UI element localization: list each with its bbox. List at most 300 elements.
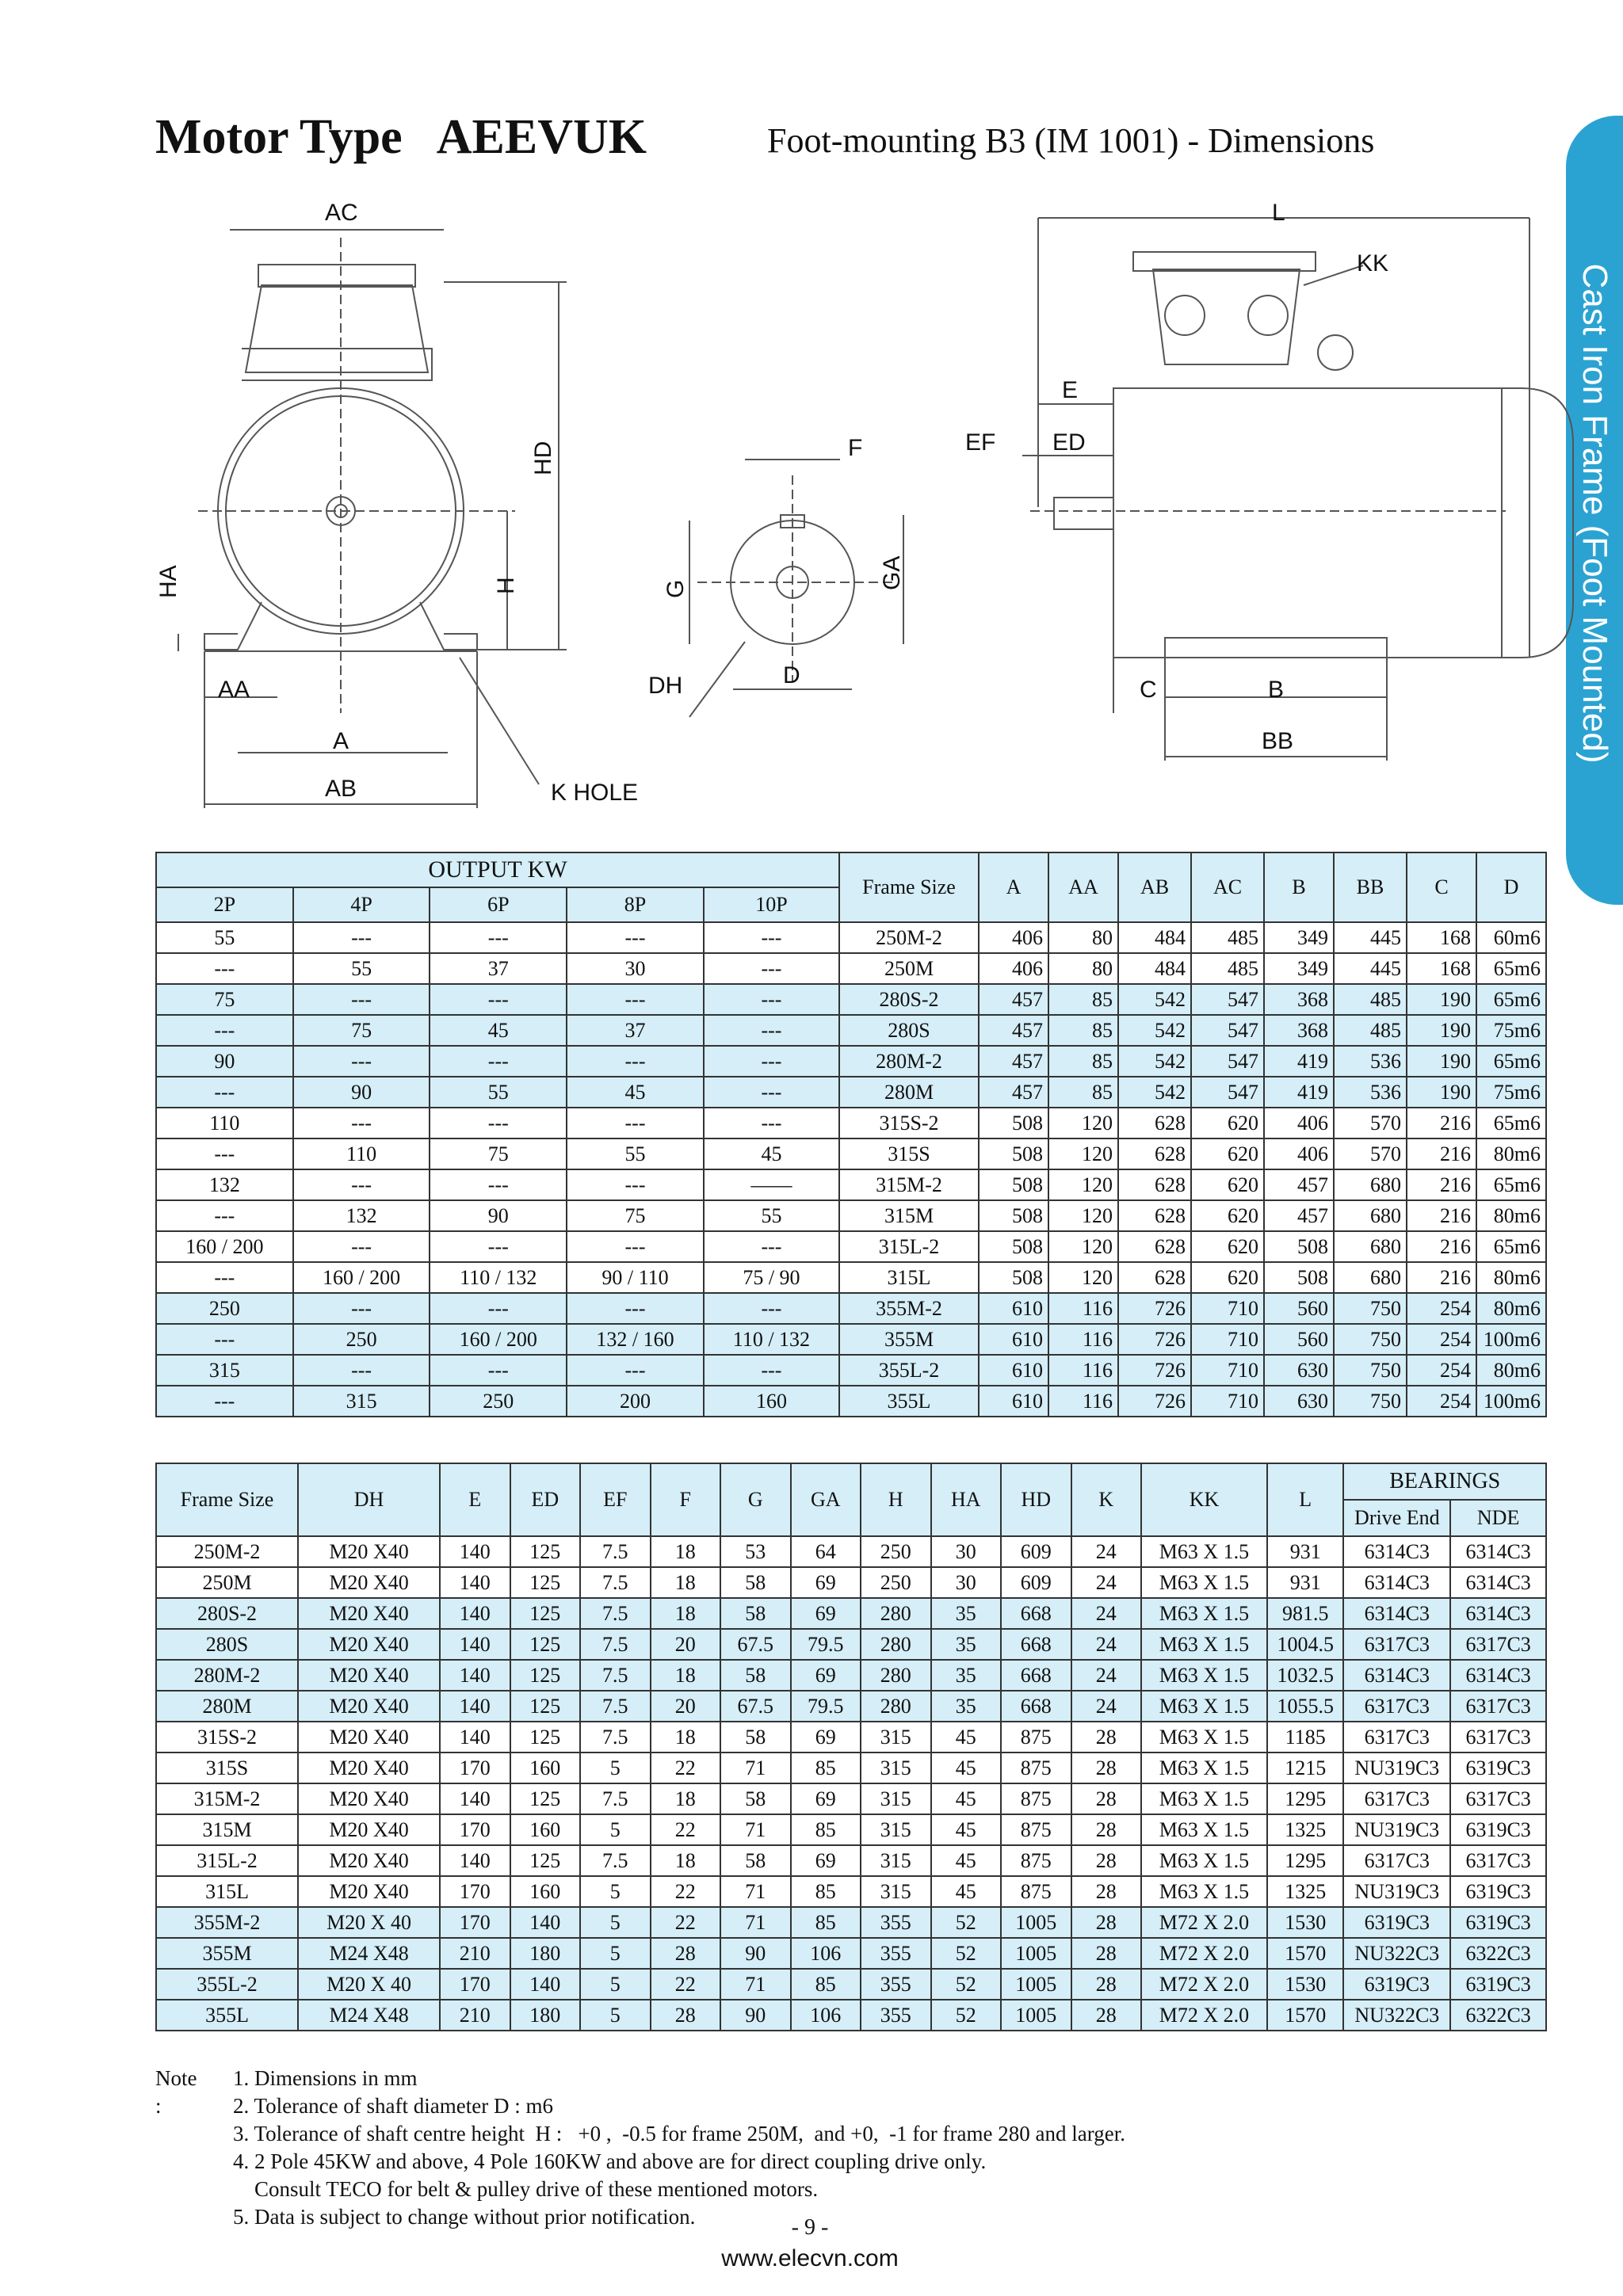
table-cell: 180 [510, 2000, 581, 2031]
table-cell: 668 [1001, 1660, 1071, 1691]
table-cell: 22 [651, 1907, 721, 1938]
col-e-header: E [440, 1463, 510, 1536]
table-cell: M24 X48 [298, 2000, 440, 2031]
table-cell: 140 [440, 1629, 510, 1660]
table-cell: 710 [1191, 1386, 1264, 1417]
table-cell: 6319C3 [1450, 1814, 1546, 1845]
label-k-hole: K HOLE [551, 780, 639, 806]
table-cell: M63 X 1.5 [1141, 1845, 1267, 1876]
table-cell: 85 [791, 1753, 861, 1783]
table-cell: 7.5 [580, 1567, 651, 1598]
table-cell: 28 [1071, 1753, 1142, 1783]
table-cell: --- [567, 922, 704, 953]
table-cell: 250 [861, 1567, 931, 1598]
table-cell: 508 [1264, 1262, 1334, 1293]
table-cell: 85 [1048, 1077, 1118, 1108]
table-cell: 55 [430, 1077, 567, 1108]
table-cell: 536 [1334, 1077, 1407, 1108]
table-cell: 85 [1048, 984, 1118, 1015]
table-cell: 75m6 [1476, 1015, 1546, 1046]
table-cell: 7.5 [580, 1629, 651, 1660]
table-cell: 315M-2 [839, 1169, 979, 1200]
table-cell: 45 [931, 1876, 1002, 1907]
pole-10p-header: 10P [704, 887, 839, 922]
table-cell: 200 [567, 1386, 704, 1417]
col-ha-header: HA [931, 1463, 1002, 1536]
table-cell: 120 [1048, 1108, 1118, 1138]
table-cell: 445 [1334, 922, 1407, 953]
table-row [156, 1355, 1546, 1386]
table-cell: 1530 [1267, 1907, 1344, 1938]
table-cell: 315 [861, 1876, 931, 1907]
pole-2p-header: 2P [156, 887, 293, 922]
table-row [156, 1598, 1546, 1629]
table-cell: M20 X 40 [298, 1907, 440, 1938]
col-b-header: B [1264, 852, 1334, 922]
table-cell: --- [156, 1077, 293, 1108]
table-cell: 71 [720, 1876, 791, 1907]
table-cell: 355M [839, 1324, 979, 1355]
table-cell: 6314C3 [1343, 1536, 1450, 1567]
table-cell: 22 [651, 1814, 721, 1845]
table-cell: 125 [510, 1783, 581, 1814]
table-cell: 315S [156, 1753, 298, 1783]
table-cell: M20 X40 [298, 1567, 440, 1598]
table-cell: M63 X 1.5 [1141, 1691, 1267, 1722]
table-cell: --- [293, 1108, 430, 1138]
table-cell: 7.5 [580, 1598, 651, 1629]
label-l: L [1272, 200, 1285, 226]
table-cell: 484 [1118, 922, 1191, 953]
col-ed-header: ED [510, 1463, 581, 1536]
table-cell: 80m6 [1476, 1138, 1546, 1169]
table-cell: --- [293, 1231, 430, 1262]
table-row [156, 1938, 1546, 1969]
table-cell: 710 [1191, 1293, 1264, 1324]
table-cell: 110 / 132 [430, 1262, 567, 1293]
table-cell: 6317C3 [1450, 1845, 1546, 1876]
table-cell: 65m6 [1476, 1108, 1546, 1138]
table-cell: 75 [567, 1200, 704, 1231]
table-cell: 349 [1264, 953, 1334, 984]
table-cell: 69 [791, 1783, 861, 1814]
table-row [156, 1536, 1546, 1567]
table-cell: 280S [156, 1629, 298, 1660]
table-cell: 170 [440, 1753, 510, 1783]
table-row [156, 1722, 1546, 1753]
table-cell: 457 [979, 984, 1048, 1015]
table-cell: 508 [979, 1108, 1048, 1138]
table-cell: --- [430, 1293, 567, 1324]
table-cell: 5 [580, 1969, 651, 2000]
table-cell: 80m6 [1476, 1200, 1546, 1231]
table-cell: --- [156, 1262, 293, 1293]
table-row [156, 1876, 1546, 1907]
table-cell: 20 [651, 1691, 721, 1722]
table-cell: 85 [791, 1876, 861, 1907]
table-cell: 125 [510, 1845, 581, 1876]
table-cell: 160 / 200 [293, 1262, 430, 1293]
table-row [156, 1691, 1546, 1722]
table-cell: 628 [1118, 1169, 1191, 1200]
table-cell: 79.5 [791, 1629, 861, 1660]
pole-4p-header: 4P [293, 887, 430, 922]
table-cell: 5 [580, 1907, 651, 1938]
output-dimensions-table [155, 852, 1547, 1417]
table-cell: 140 [440, 1567, 510, 1598]
table-cell: 71 [720, 1814, 791, 1845]
table-cell: --- [704, 1355, 839, 1386]
table-cell: 484 [1118, 953, 1191, 984]
table-cell: NU322C3 [1343, 2000, 1450, 2031]
table-cell: 24 [1071, 1567, 1142, 1598]
table-cell: 6314C3 [1450, 1536, 1546, 1567]
table-cell: 1005 [1001, 1907, 1071, 1938]
table-cell: 190 [1407, 1015, 1476, 1046]
table-cell: 610 [979, 1386, 1048, 1417]
table-cell: --- [293, 1169, 430, 1200]
table-row [156, 1231, 1546, 1262]
table-cell: 37 [430, 953, 567, 984]
table-cell: 28 [1071, 1876, 1142, 1907]
table-cell: 69 [791, 1567, 861, 1598]
table-cell: 90 [293, 1077, 430, 1108]
col-k-header: K [1071, 1463, 1142, 1536]
table-cell: 58 [720, 1567, 791, 1598]
table-cell: 355 [861, 2000, 931, 2031]
table-cell: 170 [440, 1814, 510, 1845]
table-cell: 668 [1001, 1629, 1071, 1660]
table-cell: 315S [839, 1138, 979, 1169]
table-cell: 6322C3 [1450, 1938, 1546, 1969]
table-cell: 116 [1048, 1386, 1118, 1417]
table-cell: 620 [1191, 1262, 1264, 1293]
table-cell: 125 [510, 1536, 581, 1567]
table-cell: 280 [861, 1660, 931, 1691]
table-cell: 5 [580, 1938, 651, 1969]
table-cell: —— [704, 1169, 839, 1200]
label-ac: AC [325, 200, 358, 226]
table-row [156, 1783, 1546, 1814]
table-cell: 120 [1048, 1200, 1118, 1231]
table-row [156, 1907, 1546, 1938]
table-cell: 406 [979, 922, 1048, 953]
table-cell: 6319C3 [1343, 1907, 1450, 1938]
table-cell: 349 [1264, 922, 1334, 953]
table-cell: 630 [1264, 1355, 1334, 1386]
table-cell: 726 [1118, 1324, 1191, 1355]
table-cell: 6317C3 [1343, 1629, 1450, 1660]
table-cell: 100m6 [1476, 1324, 1546, 1355]
table-cell: 90 [720, 1938, 791, 1969]
table-cell: 125 [510, 1629, 581, 1660]
table-cell: 280M-2 [839, 1046, 979, 1077]
table-cell: 65m6 [1476, 1046, 1546, 1077]
table-row [156, 1077, 1546, 1108]
table-row [156, 953, 1546, 984]
table-row [156, 2000, 1546, 2031]
table-cell: 609 [1001, 1536, 1071, 1567]
table-cell: 132 [156, 1169, 293, 1200]
table-cell: 5 [580, 1814, 651, 1845]
table-cell: 620 [1191, 1169, 1264, 1200]
table-row [156, 1567, 1546, 1598]
table-cell: 24 [1071, 1629, 1142, 1660]
table-cell: 315 [861, 1845, 931, 1876]
table-cell: 125 [510, 1567, 581, 1598]
table-cell: 132 / 160 [567, 1324, 704, 1355]
table-cell: 64 [791, 1536, 861, 1567]
table-cell: 355M [156, 1938, 298, 1969]
table-cell: 69 [791, 1845, 861, 1876]
table-cell: 90 [156, 1046, 293, 1077]
table-cell: 355M-2 [156, 1907, 298, 1938]
table-cell: 160 [510, 1814, 581, 1845]
table-cell: --- [293, 1046, 430, 1077]
table-cell: M72 X 2.0 [1141, 1969, 1267, 2000]
table-cell: 570 [1334, 1108, 1407, 1138]
table-cell: 58 [720, 1722, 791, 1753]
table-cell: 981.5 [1267, 1598, 1344, 1629]
table-cell: 355L [839, 1386, 979, 1417]
table-cell: --- [430, 1108, 567, 1138]
table-cell: M72 X 2.0 [1141, 1938, 1267, 1969]
table-cell: 508 [979, 1200, 1048, 1231]
table-cell: 419 [1264, 1077, 1334, 1108]
table-cell: 250 [156, 1293, 293, 1324]
t2-frame-size-header: Frame Size [156, 1463, 298, 1536]
table-cell: 216 [1407, 1108, 1476, 1138]
table-cell: 52 [931, 1907, 1002, 1938]
table-cell: 609 [1001, 1567, 1071, 1598]
pole-8p-header: 8P [567, 887, 704, 922]
table-cell: 457 [979, 1015, 1048, 1046]
table-cell: 140 [440, 1660, 510, 1691]
table-cell: 368 [1264, 1015, 1334, 1046]
table-cell: 280S-2 [156, 1598, 298, 1629]
table-cell: --- [704, 1293, 839, 1324]
table-cell: 55 [704, 1200, 839, 1231]
table-cell: M63 X 1.5 [1141, 1660, 1267, 1691]
table-cell: 6314C3 [1450, 1598, 1546, 1629]
table-cell: 58 [720, 1660, 791, 1691]
table-cell: 125 [510, 1722, 581, 1753]
table-cell: 116 [1048, 1324, 1118, 1355]
table-cell: 6314C3 [1343, 1567, 1450, 1598]
table-cell: 1530 [1267, 1969, 1344, 2000]
col-bb-header: BB [1334, 852, 1407, 922]
table-row [156, 1046, 1546, 1077]
table-cell: 7.5 [580, 1691, 651, 1722]
col-l-header: L [1267, 1463, 1344, 1536]
label-aa: AA [218, 677, 250, 703]
table-cell: 875 [1001, 1876, 1071, 1907]
table-cell: 610 [979, 1324, 1048, 1355]
table-cell: M20 X40 [298, 1753, 440, 1783]
table-cell: 680 [1334, 1169, 1407, 1200]
table-cell: 65m6 [1476, 1169, 1546, 1200]
table-cell: --- [293, 1355, 430, 1386]
table-cell: 280M [839, 1077, 979, 1108]
table-cell: 106 [791, 2000, 861, 2031]
table-cell: 140 [510, 1907, 581, 1938]
table-cell: 30 [931, 1567, 1002, 1598]
table-cell: 628 [1118, 1138, 1191, 1169]
table-cell: 750 [1334, 1355, 1407, 1386]
col-ac-header: AC [1191, 852, 1264, 922]
table-cell: --- [156, 953, 293, 984]
table-cell: --- [156, 1138, 293, 1169]
table-cell: --- [704, 922, 839, 953]
table-cell: 1215 [1267, 1753, 1344, 1783]
table-cell: 6319C3 [1450, 1907, 1546, 1938]
table-cell: 315M [839, 1200, 979, 1231]
table-cell: 170 [440, 1876, 510, 1907]
table-cell: 254 [1407, 1386, 1476, 1417]
table-cell: 6317C3 [1343, 1845, 1450, 1876]
table-cell: 457 [979, 1046, 1048, 1077]
table-cell: 210 [440, 1938, 510, 1969]
table-cell: 315S-2 [156, 1722, 298, 1753]
table-row [156, 1660, 1546, 1691]
table-cell: 628 [1118, 1200, 1191, 1231]
table-cell: 1325 [1267, 1814, 1344, 1845]
notes-list [233, 2065, 1422, 2231]
table-cell: 610 [979, 1355, 1048, 1386]
table-row [156, 1293, 1546, 1324]
table-row [156, 922, 1546, 953]
table-cell: 28 [1071, 1722, 1142, 1753]
table-cell: 18 [651, 1845, 721, 1876]
table-cell: 190 [1407, 1046, 1476, 1077]
table-cell: --- [704, 1046, 839, 1077]
table-cell: 355L-2 [839, 1355, 979, 1386]
note-item: 2. Tolerance of shaft diameter D : m6 [233, 2094, 553, 2118]
table-row [156, 1845, 1546, 1876]
table-cell: --- [430, 922, 567, 953]
table-cell: M63 X 1.5 [1141, 1567, 1267, 1598]
website-link[interactable]: www.elecvn.com [721, 2245, 899, 2271]
label-c: C [1140, 677, 1157, 703]
table-cell: 570 [1334, 1138, 1407, 1169]
table-cell: M24 X48 [298, 1938, 440, 1969]
table-cell: 542 [1118, 1015, 1191, 1046]
table-cell: 6319C3 [1450, 1969, 1546, 2000]
table-cell: 55 [293, 953, 430, 984]
table-cell: 931 [1267, 1567, 1344, 1598]
table-cell: --- [704, 1077, 839, 1108]
table-cell: 85 [1048, 1046, 1118, 1077]
table-cell: 125 [510, 1691, 581, 1722]
col-g-header: G [720, 1463, 791, 1536]
table-cell: --- [704, 1015, 839, 1046]
table-cell: 668 [1001, 1691, 1071, 1722]
table-cell: --- [430, 1046, 567, 1077]
table-cell: 875 [1001, 1783, 1071, 1814]
table-cell: 110 [293, 1138, 430, 1169]
table-cell: 160 [510, 1753, 581, 1783]
col-ef-header: EF [580, 1463, 651, 1536]
side-view-drawing [1022, 218, 1573, 761]
label-h: H [493, 577, 519, 594]
table-cell: 28 [1071, 1907, 1142, 1938]
table-cell: 1004.5 [1267, 1629, 1344, 1660]
table-cell: 30 [931, 1536, 1002, 1567]
table-cell: --- [567, 1355, 704, 1386]
table-cell: 680 [1334, 1262, 1407, 1293]
nde-header: NDE [1450, 1500, 1546, 1536]
table-cell: M63 X 1.5 [1141, 1629, 1267, 1660]
table-cell: 71 [720, 1753, 791, 1783]
table-cell: 875 [1001, 1722, 1071, 1753]
table-cell: 254 [1407, 1324, 1476, 1355]
table-cell: 120 [1048, 1231, 1118, 1262]
table-cell: 355 [861, 1969, 931, 2000]
label-b: B [1268, 677, 1285, 703]
mounting-bearings-table [155, 1463, 1547, 2031]
table-cell: M63 X 1.5 [1141, 1783, 1267, 1814]
table-row [156, 1262, 1546, 1293]
table-cell: 216 [1407, 1231, 1476, 1262]
table-cell: 315L-2 [156, 1845, 298, 1876]
label-f: F [848, 435, 863, 461]
table-cell: 680 [1334, 1200, 1407, 1231]
table-cell: 280 [861, 1598, 931, 1629]
table-cell: 315 [861, 1722, 931, 1753]
table-cell: 547 [1191, 1046, 1264, 1077]
table-cell: 55 [567, 1138, 704, 1169]
table-cell: 508 [979, 1138, 1048, 1169]
table-cell: 35 [931, 1660, 1002, 1691]
table-cell: 315 [861, 1783, 931, 1814]
table-cell: 140 [440, 1536, 510, 1567]
table-cell: 6317C3 [1343, 1722, 1450, 1753]
table-cell: 45 [931, 1722, 1002, 1753]
table-cell: 315 [861, 1753, 931, 1783]
table-cell: M20 X40 [298, 1691, 440, 1722]
table-cell: 45 [931, 1845, 1002, 1876]
table-cell: 90 / 110 [567, 1262, 704, 1293]
table-cell: 6317C3 [1450, 1629, 1546, 1660]
table-cell: 67.5 [720, 1691, 791, 1722]
table-cell: 355 [861, 1907, 931, 1938]
table-cell: --- [156, 1386, 293, 1417]
bearings-header: BEARINGS [1343, 1463, 1546, 1500]
table-cell: 52 [931, 2000, 1002, 2031]
table-cell: 726 [1118, 1386, 1191, 1417]
table-cell: 120 [1048, 1169, 1118, 1200]
table-row [156, 1138, 1546, 1169]
table-cell: --- [567, 1108, 704, 1138]
table-cell: --- [430, 1355, 567, 1386]
table-cell: 875 [1001, 1753, 1071, 1783]
table-cell: 931 [1267, 1536, 1344, 1567]
table-cell: 406 [979, 953, 1048, 984]
table-cell: 37 [567, 1015, 704, 1046]
table-cell: 75 [156, 984, 293, 1015]
table-cell: 160 [704, 1386, 839, 1417]
table-cell: 6317C3 [1450, 1722, 1546, 1753]
table-cell: 250M-2 [839, 922, 979, 953]
table-cell: M20 X 40 [298, 1969, 440, 2000]
table-cell: 485 [1334, 984, 1407, 1015]
table-cell: 20 [651, 1629, 721, 1660]
table-cell: 116 [1048, 1293, 1118, 1324]
table-cell: 419 [1264, 1046, 1334, 1077]
table-cell: 110 / 132 [704, 1324, 839, 1355]
table-cell: 710 [1191, 1324, 1264, 1355]
front-view-drawing [178, 230, 567, 808]
